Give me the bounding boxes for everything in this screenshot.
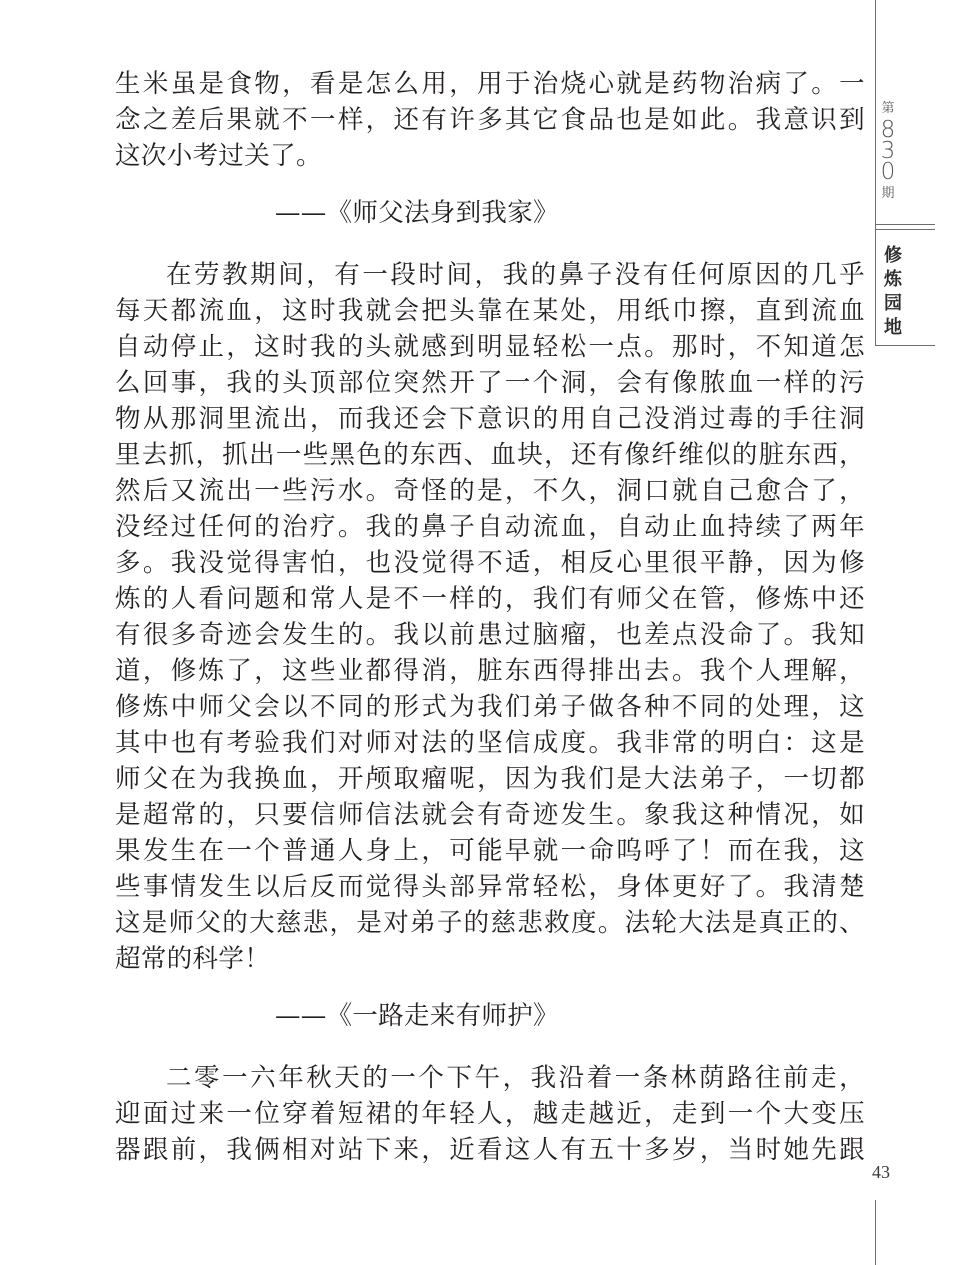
- text-line: 些事情发生以后反而觉得头部异常轻松，身体更好了。我清楚: [115, 872, 865, 902]
- text-line: 物从那洞里流出，而我还会下意识的用自己没消过毒的手往洞: [115, 404, 865, 434]
- source-citation: ——《一路走来有师护》: [275, 1001, 559, 1031]
- issue-number: 830: [880, 117, 896, 185]
- text-line: 自动停止，这时我的头就感到明显轻松一点。那时，不知道怎: [115, 332, 865, 362]
- text-line: 道，修炼了，这些业都得消，脏东西得排出去。我个人理解，: [115, 656, 865, 686]
- text-line: 果发生在一个普通人身上，可能早就一命呜呼了！而在我，这: [115, 836, 865, 866]
- text-line: 超常的科学！: [115, 944, 271, 974]
- page-number: 43: [872, 1162, 890, 1182]
- text-line: 有很多奇迹会发生的。我以前患过脑瘤，也差点没命了。我知: [115, 620, 865, 650]
- text-line: 没经过任何的治疗。我的鼻子自动流血，自动止血持续了两年: [115, 512, 865, 542]
- sidebar-rule-bottom: [875, 1200, 876, 1265]
- text-line: 每天都流血，这时我就会把头靠在某处，用纸巾擦，直到流血: [115, 296, 865, 326]
- issue-prefix: 第: [881, 101, 895, 116]
- text-line: 二零一六年秋天的一个下午，我沿着一条林荫路往前走，: [166, 1063, 865, 1093]
- text-line: 师父在为我换血，开颅取瘤呢，因为我们是大法弟子，一切都: [115, 764, 865, 794]
- text-line: 器跟前，我俩相对站下来，近看这人有五十多岁，当时她先跟: [115, 1135, 865, 1165]
- sidebar-divider-3: [875, 345, 935, 346]
- text-line: 在劳教期间，有一段时间，我的鼻子没有任何原因的几乎: [166, 260, 865, 290]
- text-line: 然后又流出一些污水。奇怪的是，不久，洞口就自己愈合了，: [115, 476, 865, 506]
- text-line: 其中也有考验我们对师对法的坚信成度。我非常的明白：这是: [115, 728, 865, 758]
- text-line: 是超常的，只要信师信法就会有奇迹发生。象我这种情况，如: [115, 800, 865, 830]
- sidebar-rule-top: [875, 0, 876, 345]
- article-body: [115, 66, 865, 1168]
- text-line: 这是师父的大慈悲，是对弟子的慈悲救度。法轮大法是真正的、: [115, 908, 865, 938]
- sidebar-divider-2: [875, 229, 935, 230]
- issue-label: [877, 100, 899, 203]
- text-line: 生米虽是食物，看是怎么用，用于治烧心就是药物治病了。一: [115, 69, 865, 99]
- text-line: 多。我没觉得害怕，也没觉得不适，相反心里很平静，因为修: [115, 548, 865, 578]
- text-line: 么回事，我的头顶部位突然开了一个洞，会有像脓血一样的污: [115, 368, 865, 398]
- source-citation: ——《师父法身到我家》: [275, 198, 559, 228]
- text-line: 迎面过来一位穿着短裙的年轻人，越走越近，走到一个大变压: [115, 1099, 865, 1129]
- column-title: 修炼园地: [884, 245, 902, 338]
- text-line: 念之差后果就不一样，还有许多其它食品也是如此。我意识到: [115, 105, 865, 135]
- text-line: 炼的人看问题和常人是不一样的，我们有师父在管，修炼中还: [115, 584, 865, 614]
- text-line: 里去抓，抓出一些黑色的东西、血块，还有像纤维似的脏东西，: [115, 440, 865, 470]
- sidebar-divider: [875, 224, 935, 225]
- text-line: 这次小考过关了。: [115, 141, 322, 171]
- text-line: 修炼中师父会以不同的形式为我们弟子做各种不同的处理，这: [115, 692, 865, 722]
- issue-suffix: 期: [881, 186, 895, 201]
